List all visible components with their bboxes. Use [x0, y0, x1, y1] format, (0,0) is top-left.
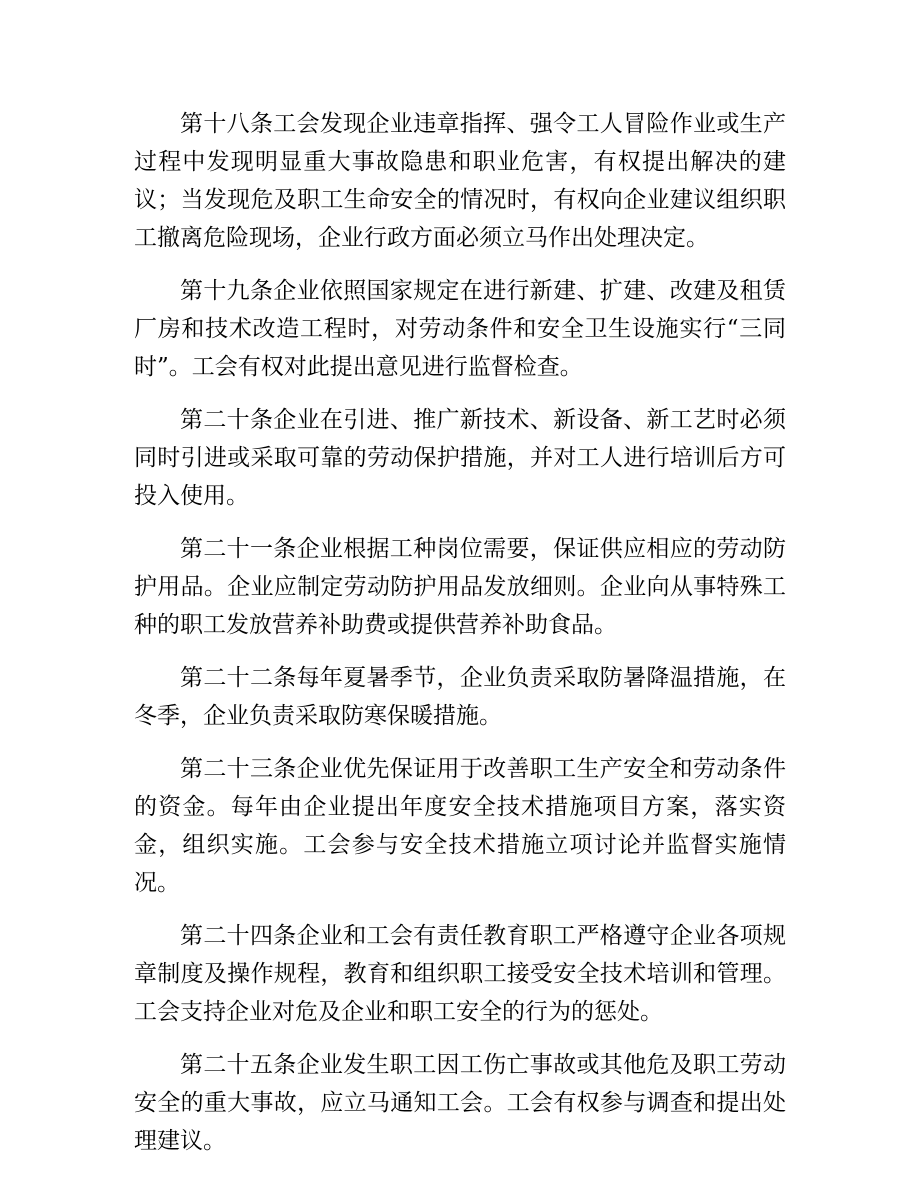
document-body — [134, 105, 786, 1175]
article-19-paragraph: 第十九条企业依照国家规定在进行新建、扩建、改建及租赁厂房和技术改造工程时，对劳动条件和安全卫生设施实行“三同时”。工会有权对此提出意见进行监督检查。 — [134, 278, 786, 380]
article-25-paragraph: 第二十五条企业发生职工因工伤亡事故或其他危及职工劳动安全的重大事故，应立马通知工会。工会有权参与调查和提出处理建议。 — [134, 1052, 786, 1154]
article-21-paragraph: 第二十一条企业根据工种岗位需要，保证供应相应的劳动防护用品。企业应制定劳动防护用品发放细则。企业向从事特殊工种的职工发放营养补助费或提供营养补助食品。 — [134, 536, 786, 638]
article-24-paragraph: 第二十四条企业和工会有责任教育职工严格遵守企业各项规章制度及操作规程，教育和组织职工接受安全技术培训和管理。工会支持企业对危及企业和职工安全的行为的惩处。 — [134, 923, 786, 1025]
article-18-paragraph: 第十八条工会发现企业违章指挥、强令工人冒险作业或生产过程中发现明显重大事故隐患和职业危害，有权提出解决的建议；当发现危及职工生命安全的情况时，有权向企业建议组织职工撤离危险现场，企业行政方面必须立马作出处理决定。 — [134, 111, 786, 251]
article-23-paragraph: 第二十三条企业优先保证用于改善职工生产安全和劳动条件的资金。每年由企业提出年度安全技术措施项目方案，落实资金，组织实施。工会参与安全技术措施立项讨论并监督实施情况。 — [134, 756, 786, 896]
article-20-paragraph: 第二十条企业在引进、推广新技术、新设备、新工艺时必须同时引进或采取可靠的劳动保护措施，并对工人进行培训后方可投入使用。 — [134, 407, 786, 509]
article-22-paragraph: 第二十二条每年夏暑季节，企业负责采取防暑降温措施，在冬季，企业负责采取防寒保暖措施。 — [134, 665, 786, 729]
